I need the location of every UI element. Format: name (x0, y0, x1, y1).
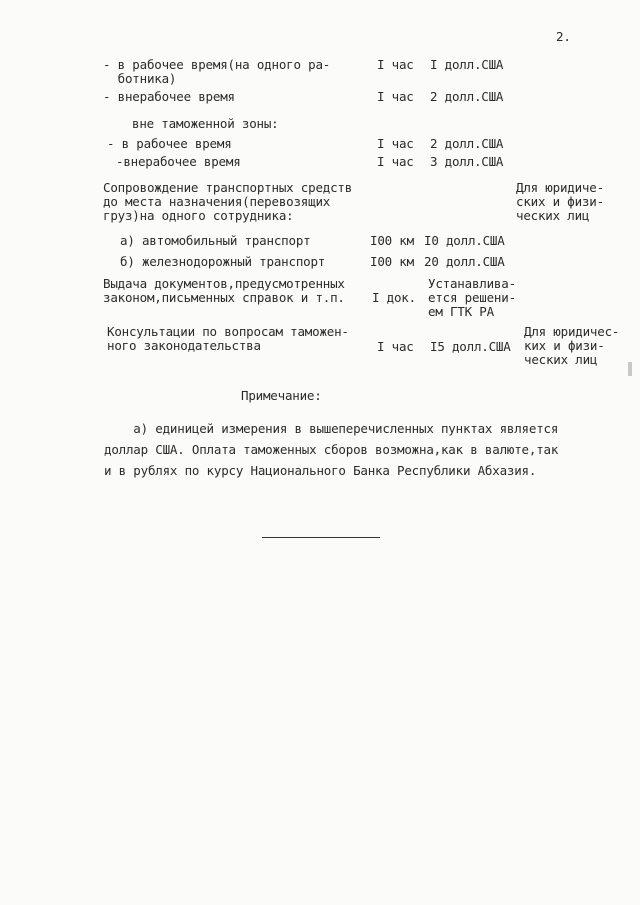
row-price: I5 долл.США (430, 339, 511, 354)
section-label: вне таможенной зоны: (132, 116, 279, 131)
row-unit: I00 км (370, 254, 414, 269)
row-label: Консультации по вопросам таможен- ного законодательства (107, 324, 349, 353)
row-price: 20 долл.США (424, 254, 505, 269)
row-price: I долл.США (430, 57, 504, 72)
row-price: 2 долл.США (430, 89, 504, 104)
row-unit: I00 км (370, 233, 414, 248)
row-label: Сопровождение транспортных средств до места назначения(перевозящих груз)на одного сотрудника: (103, 180, 353, 223)
row-unit: I час (377, 89, 414, 104)
row-label: - в рабочее время(на одного ра- ботника) (103, 57, 331, 86)
row-label: - в рабочее время (107, 136, 232, 151)
row-price: Устанавлива- ется решени- ем ГТК РА (428, 276, 516, 319)
row-note: Для юридиче- ских и физи- ческих лиц (516, 180, 604, 223)
row-label: Выдача документов,предусмотренных законом,письменных справок и т.п. (103, 276, 345, 305)
scan-mark (628, 362, 632, 376)
closing-rule (262, 537, 380, 538)
row-price: I0 долл.США (424, 233, 505, 248)
row-unit: I час (377, 154, 414, 169)
row-label: - внерабочее время (103, 89, 235, 104)
row-unit: I час (377, 57, 414, 72)
row-label: б) железнодорожный транспорт (120, 254, 326, 269)
row-label: -внерабочее время (116, 154, 241, 169)
row-unit: I час (377, 339, 414, 354)
row-label: а) автомобильный транспорт (120, 233, 311, 248)
row-unit: I док. (372, 290, 416, 305)
row-note: Для юридичес- ких и физи- ческих лиц (524, 324, 620, 367)
page-number: 2. (556, 29, 571, 44)
row-unit: I час (377, 136, 414, 151)
note-text: а) единицей измерения в вышеперечисленных пунктах является доллар США. Оплата таможенных сборов возможна,как в валюте,так и в рублях по курсу Национального Банка Республики Абхазия. (104, 421, 559, 478)
note-heading: Примечание: (241, 388, 322, 403)
row-price: 2 долл.США (430, 136, 504, 151)
row-price: 3 долл.США (430, 154, 504, 169)
